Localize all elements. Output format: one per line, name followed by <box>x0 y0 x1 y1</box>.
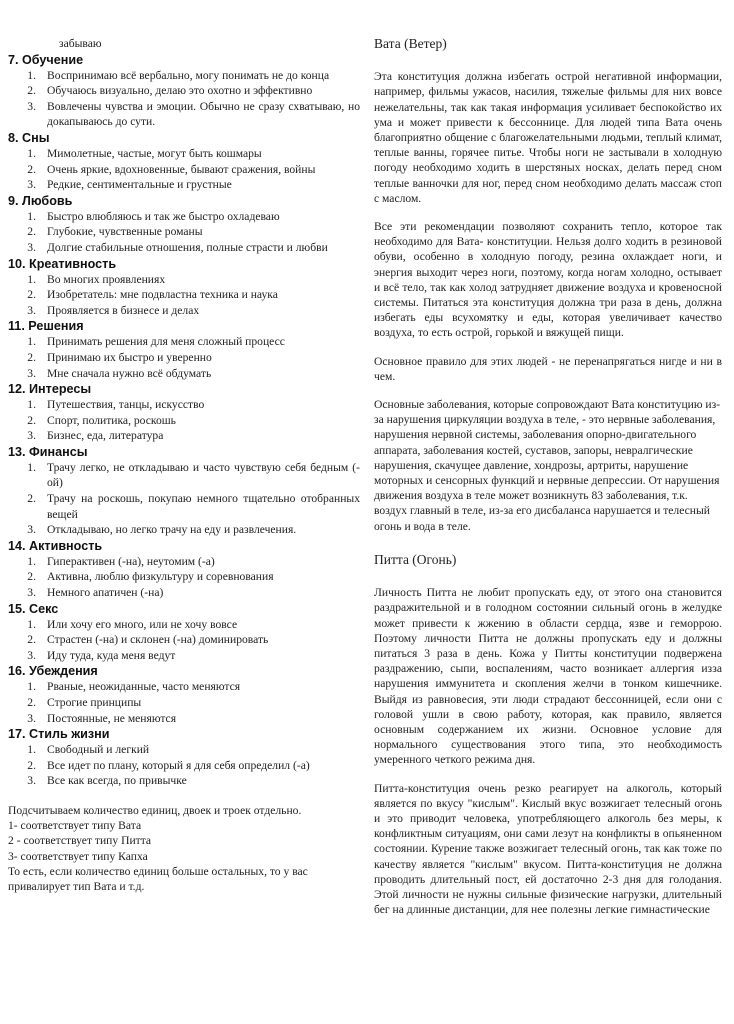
list-item <box>8 585 360 601</box>
list-item <box>8 83 360 99</box>
item-text: Изобретатель: мне подвластна техника и наука <box>47 288 278 302</box>
list-item <box>8 209 360 225</box>
item-text: Принимаю их быстро и уверенно <box>47 350 212 364</box>
list-item <box>8 177 360 193</box>
list-item <box>8 617 360 633</box>
list-item <box>8 397 360 413</box>
right-column <box>374 36 722 930</box>
list-item <box>8 146 360 162</box>
item-number: 3. <box>27 586 36 600</box>
item-number: 3. <box>27 178 36 192</box>
item-number: 1. <box>27 680 36 694</box>
item-number: 1. <box>27 554 36 568</box>
item-number: 3. <box>27 303 36 317</box>
summary-line: 3- соответствует типу Капха <box>8 849 148 863</box>
item-number: 1. <box>27 335 36 349</box>
section-title: 13. Финансы <box>8 444 88 459</box>
item-number: 3. <box>27 711 36 725</box>
item-number: 3. <box>27 523 36 537</box>
summary-line: 2 - соответствует типу Питта <box>8 834 152 848</box>
list-item <box>8 350 360 366</box>
section-title: 9. Любовь <box>8 193 73 208</box>
item-number: 2. <box>27 633 36 647</box>
list-item <box>8 428 360 444</box>
item-text: Обучаюсь визуально, делаю это охотно и эффективно <box>47 84 313 98</box>
list-item <box>8 334 360 350</box>
intro-line: забываю <box>59 37 102 50</box>
item-text: Или хочу его много, или не хочу вовсе <box>47 617 238 631</box>
item-number: 1. <box>27 68 36 82</box>
item-number: 1. <box>27 460 36 474</box>
item-text: Воспринимаю всё вербально, могу понимать не до конца <box>47 68 330 82</box>
list-item <box>8 491 360 522</box>
item-text: Откладываю, но легко трачу на еду и развлечения. <box>47 523 297 537</box>
summary-line: То есть, если количество единиц больше остальных, то у вас привалирует тип Вата и т.д. <box>8 864 308 893</box>
summary-line: Подсчитываем количество единиц, двоек и троек отдельно. <box>8 803 302 817</box>
questionnaire-sections <box>8 52 360 789</box>
vata-paragraph: Все эти рекомендации позволяют сохранить тепло, которое так необходимо для Вата- конституции. Нельзя долго ходить в резиновой обуви, особенно в холодную погоду, резина охлаждает ноги, и энергия выходит через ноги, поэтому, когда ногам холодно, остывает и всё тело, так как холод затрудняет движение воздуха и кровеносной системы. Питаться эта конституция должна три раза в день, должна избегать еды всухомятку и еды, которая увеличивает качество воздуха, то есть острой, горькой и вяжущей пищи. <box>374 220 722 340</box>
scoring-summary <box>8 803 360 894</box>
list-item <box>8 366 360 382</box>
item-text: Путешествия, танцы, искусство <box>47 398 205 412</box>
item-number: 2. <box>27 84 36 98</box>
summary-line: 1- соответствует типу Вата <box>8 819 142 833</box>
item-text: Строгие принципы <box>47 696 142 709</box>
section-title: 11. Решения <box>8 319 84 334</box>
item-number: 2. <box>27 413 36 427</box>
list-item <box>8 68 360 84</box>
pitta-paragraph: Питта-конституция очень резко реагирует на алкоголь, который является по вкусу "кислым". Кислый вкус возжигает телесный огонь и это приводит человека, употребляющего алкоголь без меры, к конфликтным ситуациям, они сами лезут на конфликты в опьяненном состоянии. Курение также возжигает телесный огонь, так как тоже по качеству является "кислым" вкусом. Питта-конституция не должна проводить длительный пост, ей достаточно 2-3 дня для голодания. Этой личности не нужны сильные физические нагрузки, длительный бег на длинные дистанции, для нее полезны легкие гимнастические <box>374 781 722 917</box>
item-number: 1. <box>27 272 36 286</box>
item-text: Редкие, сентиментальные и грустные <box>47 178 232 192</box>
list-item <box>8 758 360 774</box>
list-item <box>8 460 360 491</box>
item-number: 3. <box>27 648 36 662</box>
item-text: Немного апатичен (-на) <box>47 586 164 600</box>
list-item <box>8 162 360 178</box>
item-text: Рваные, неожиданные, часто меняются <box>47 680 241 694</box>
item-number: 3. <box>27 240 36 254</box>
vata-paragraph: Эта конституция должна избегать острой негативной информации, например, фильмы ужасов, насилия, тяжелые фильмы для них вовсе нежелательны, так как такая информация усиливает беспокойство их ума и может привести к бессоннице. Для людей типа Вата очень благоприятно общение с благожелательными людьми, теплый климат, теплые ванны, горячее питье. Чтобы ноги не застывали в холодную погоду необходимо ходить в шерстяных носках, делать перед сном теплые ванночки для ног, перед сном необходимо делать массаж стоп с маслом. <box>374 70 722 205</box>
list-item <box>8 554 360 570</box>
item-number: 2. <box>27 225 36 239</box>
item-text: Принимать решения для меня сложный процесс <box>47 335 285 349</box>
vata-paragraph: Основное правило для этих людей - не перенапрягаться нигде и ни в чем. <box>374 354 722 383</box>
item-text: Гиперактивен (-на), неутомим (-а) <box>47 554 215 568</box>
item-text: Все идет по плану, который я для себя определил (-а) <box>47 758 310 772</box>
item-text: Мне сначала нужно всё обдумать <box>47 366 212 380</box>
item-text: Быстро влюбляюсь и так же быстро охладеваю <box>47 209 280 223</box>
item-number: 1. <box>27 146 36 160</box>
list-item <box>8 695 360 711</box>
section-title: 10. Креативность <box>8 256 117 271</box>
item-number: 2. <box>27 162 36 176</box>
item-text: Иду туда, куда меня ведут <box>47 648 176 662</box>
section-title: 8. Сны <box>8 130 50 145</box>
item-text: Трачу на роскошь, покупаю немного тщательно отобранных вещей <box>47 492 360 521</box>
item-number: 2. <box>27 696 36 709</box>
item-text: Проявляется в бизнесе и делах <box>47 303 200 317</box>
left-column <box>8 36 360 894</box>
item-number: 3. <box>27 366 36 380</box>
item-text: Все как всегда, по привычке <box>47 774 187 788</box>
list-item <box>8 413 360 429</box>
list-item <box>8 742 360 758</box>
vata-heading: Вата (Ветер) <box>374 36 447 51</box>
item-number: 2. <box>27 492 36 506</box>
item-text: Бизнес, еда, литература <box>47 429 164 443</box>
item-text: Во многих проявлениях <box>47 272 166 286</box>
item-text: Спорт, политика, роскошь <box>47 413 176 427</box>
list-item <box>8 679 360 695</box>
item-number: 2. <box>27 350 36 364</box>
item-text: Вовлечены чувства и эмоции. Обычно не сразу схватываю, но докапываюсь до сути. <box>47 99 360 129</box>
item-text: Активна, люблю физкультуру и соревнования <box>47 570 274 584</box>
section-title: 12. Интересы <box>8 382 92 397</box>
item-text: Глубокие, чувственные романы <box>47 225 203 239</box>
item-text: Долгие стабильные отношения, полные страсти и любви <box>47 240 328 254</box>
item-number: 3. <box>27 99 36 113</box>
list-item <box>8 522 360 538</box>
list-item <box>8 303 360 319</box>
item-text: Очень яркие, вдохновенные, бывают сражения, войны <box>47 162 316 176</box>
item-number: 1. <box>27 617 36 631</box>
section-title: 17. Стиль жизни <box>8 727 110 742</box>
item-number: 2. <box>27 570 36 584</box>
item-number: 3. <box>27 774 36 788</box>
vata-paragraph: Основные заболевания, которые сопровождают Вата конституцию из-за нарушения циркуляции воздуха в теле, - это нервные заболевания, нарушения нервной системы, заболевания опорно-двигательного аппарата, заболевания костей, суставов, запоры, невралгические нарушения, скачущее давление, хондрозы, артриты, нарушение моторных и сенсорных функций и нервные депрессии. От нарушения движения воздуха в теле может возникнуть 83 заболевания, т.к. воздух главный в теле, из-за его дисбаланса нарушается и телесный огонь и вода в теле. <box>374 398 721 533</box>
item-number: 2. <box>27 758 36 772</box>
item-number: 1. <box>27 398 36 412</box>
item-text: Трачу легко, не откладываю и часто чувствую себя бедным (-ой) <box>47 460 360 490</box>
pitta-paragraph: Личность Питта не любит пропускать еду, от этого она становится раздражительной и в голодном состоянии сильный огонь в желудке может привести к жжению в области сердца, язве и геморрою. Поэтому личности Питта не должны пропускать еду и должны питаться 3 раза в день. Кожа у Питты конституции подвержена раздражению, сыпи, воспалениям, часто возникает аллергия изза нарушения иммунитета и скопления желчи в тонком кишечнике. Выйдя из равновесия, эти люди страдают бессонницей, если они с головой ушли в свою работу, которая, как правило, является основным содержанием их жизни. Основное условие для нормального существования этого типа, это необходимость умеренного четкого режима дня. <box>374 586 722 767</box>
list-item <box>8 711 360 727</box>
section-title: 15. Секс <box>8 601 59 616</box>
item-text: Свободный и легкий <box>47 743 150 757</box>
item-text: Мимолетные, частые, могут быть кошмары <box>47 146 262 160</box>
list-item <box>8 773 360 789</box>
section-title: 14. Активность <box>8 538 103 553</box>
item-text: Постоянные, не меняются <box>47 711 177 725</box>
list-item <box>8 287 360 303</box>
pitta-heading: Питта (Огонь) <box>374 551 457 567</box>
item-text: Страстен (-на) и склонен (-на) доминировать <box>47 633 269 647</box>
list-item <box>8 99 360 130</box>
list-item <box>8 569 360 585</box>
section-title: 7. Обучение <box>8 52 84 67</box>
item-number: 1. <box>27 743 36 757</box>
list-item <box>8 224 360 240</box>
item-number: 3. <box>27 429 36 443</box>
item-number: 1. <box>27 209 36 223</box>
list-item <box>8 648 360 664</box>
list-item <box>8 240 360 256</box>
list-item <box>8 632 360 648</box>
list-item <box>8 272 360 288</box>
item-number: 2. <box>27 288 36 302</box>
section-title: 16. Убеждения <box>8 664 98 679</box>
